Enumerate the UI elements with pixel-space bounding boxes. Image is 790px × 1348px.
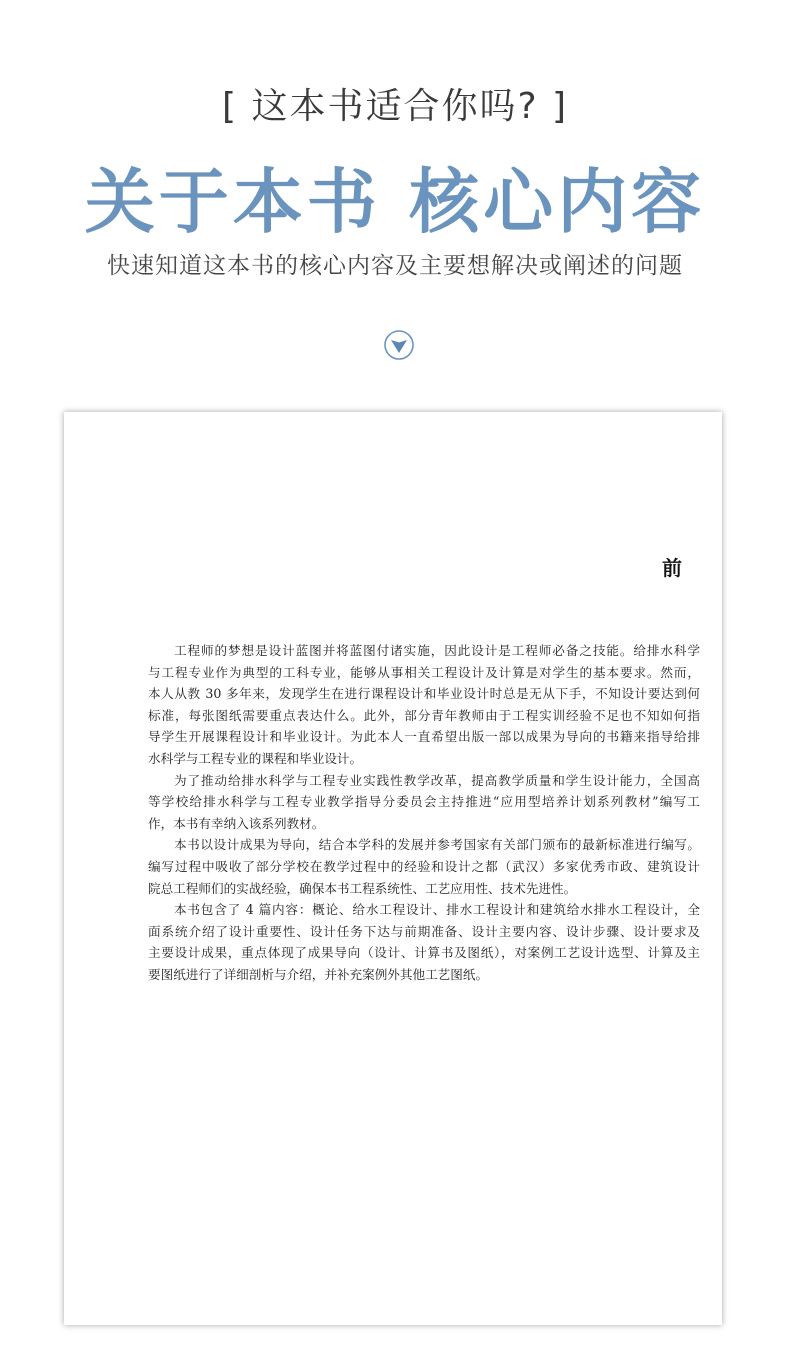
paragraph-line: 院总工程师们的实战经验，确保本书工程系统性、工艺应用性、技术先进性。 — [148, 880, 577, 896]
paragraph-line: 本书包含了 4 篇内容：概论、给水工程设计、排水工程设计和建筑给水排水工程设计，全 — [174, 902, 700, 918]
paragraph-line: 主要设计成果，重点体现了成果导向（设计、计算书及图纸），对案例工艺设计选型、计算及主 — [148, 945, 700, 961]
paragraph-line: 本书以设计成果为导向，结合本学科的发展并参考国家有关部门颁布的最新标准进行编写。 — [174, 837, 700, 853]
paragraph-line: 面系统介绍了设计重要性、设计任务下达与前期准备、设计主要内容、设计步骤、设计要求及 — [148, 923, 700, 939]
paragraph-line: 水科学与工程专业的课程和毕业设计。 — [148, 750, 363, 766]
chevron-down-circle-icon — [384, 330, 414, 360]
paragraph-line: 与工程专业作为典型的工科专业，能够从事相关工程设计及计算是对学生的基本要求。然而， — [148, 664, 700, 680]
paragraph-line: 为了推动给排水科学与工程专业实践性教学改革，提高教学质量和学生设计能力，全国高 — [174, 772, 700, 788]
paragraph-line: 作，本书有幸纳入该系列教材。 — [148, 815, 325, 831]
paragraph-line: 导学生开展课程设计和毕业设计。为此本人一直希望出版一部以成果为导向的书籍来指导给排 — [148, 729, 700, 745]
paragraph — [148, 770, 700, 835]
section-question: [ 这本书适合你吗? ] — [221, 86, 569, 127]
paragraph-line: 工程师的梦想是设计蓝图并将蓝图付诸实施，因此设计是工程师必备之技能。给排水科学 — [174, 643, 700, 658]
paragraph-line: 编写过程中吸收了部分学校在教学过程中的经验和设计之都（武汉）多家优秀市政、建筑设计 — [148, 858, 700, 874]
paragraph — [148, 899, 700, 985]
preface-heading: 前 — [662, 556, 682, 580]
preface-body — [148, 640, 700, 986]
paragraph — [148, 834, 700, 899]
page-title: 关于本书 核心内容 — [84, 160, 706, 243]
paragraph-line: 标准，每张图纸需要重点表达什么。此外，部分青年教师由于工程实训经验不足也不知如何指 — [148, 707, 700, 723]
subtitle: 快速知道这本书的核心内容及主要想解决或阐述的问题 — [107, 253, 683, 279]
paragraph-line: 等学校给排水科学与工程专业教学指导分委员会主持推进“应用型培养计划系列教材”编写工 — [148, 794, 700, 810]
paragraph-line: 本人从教 30 多年来，发现学生在进行课程设计和毕业设计时总是无从下手，不知设计要达到何 — [148, 686, 700, 702]
paragraph — [148, 640, 700, 770]
paragraph-line: 要图纸进行了详细剖析与介绍，并补充案例外其他工艺图纸。 — [148, 966, 489, 982]
book-preface-page — [64, 412, 722, 1325]
